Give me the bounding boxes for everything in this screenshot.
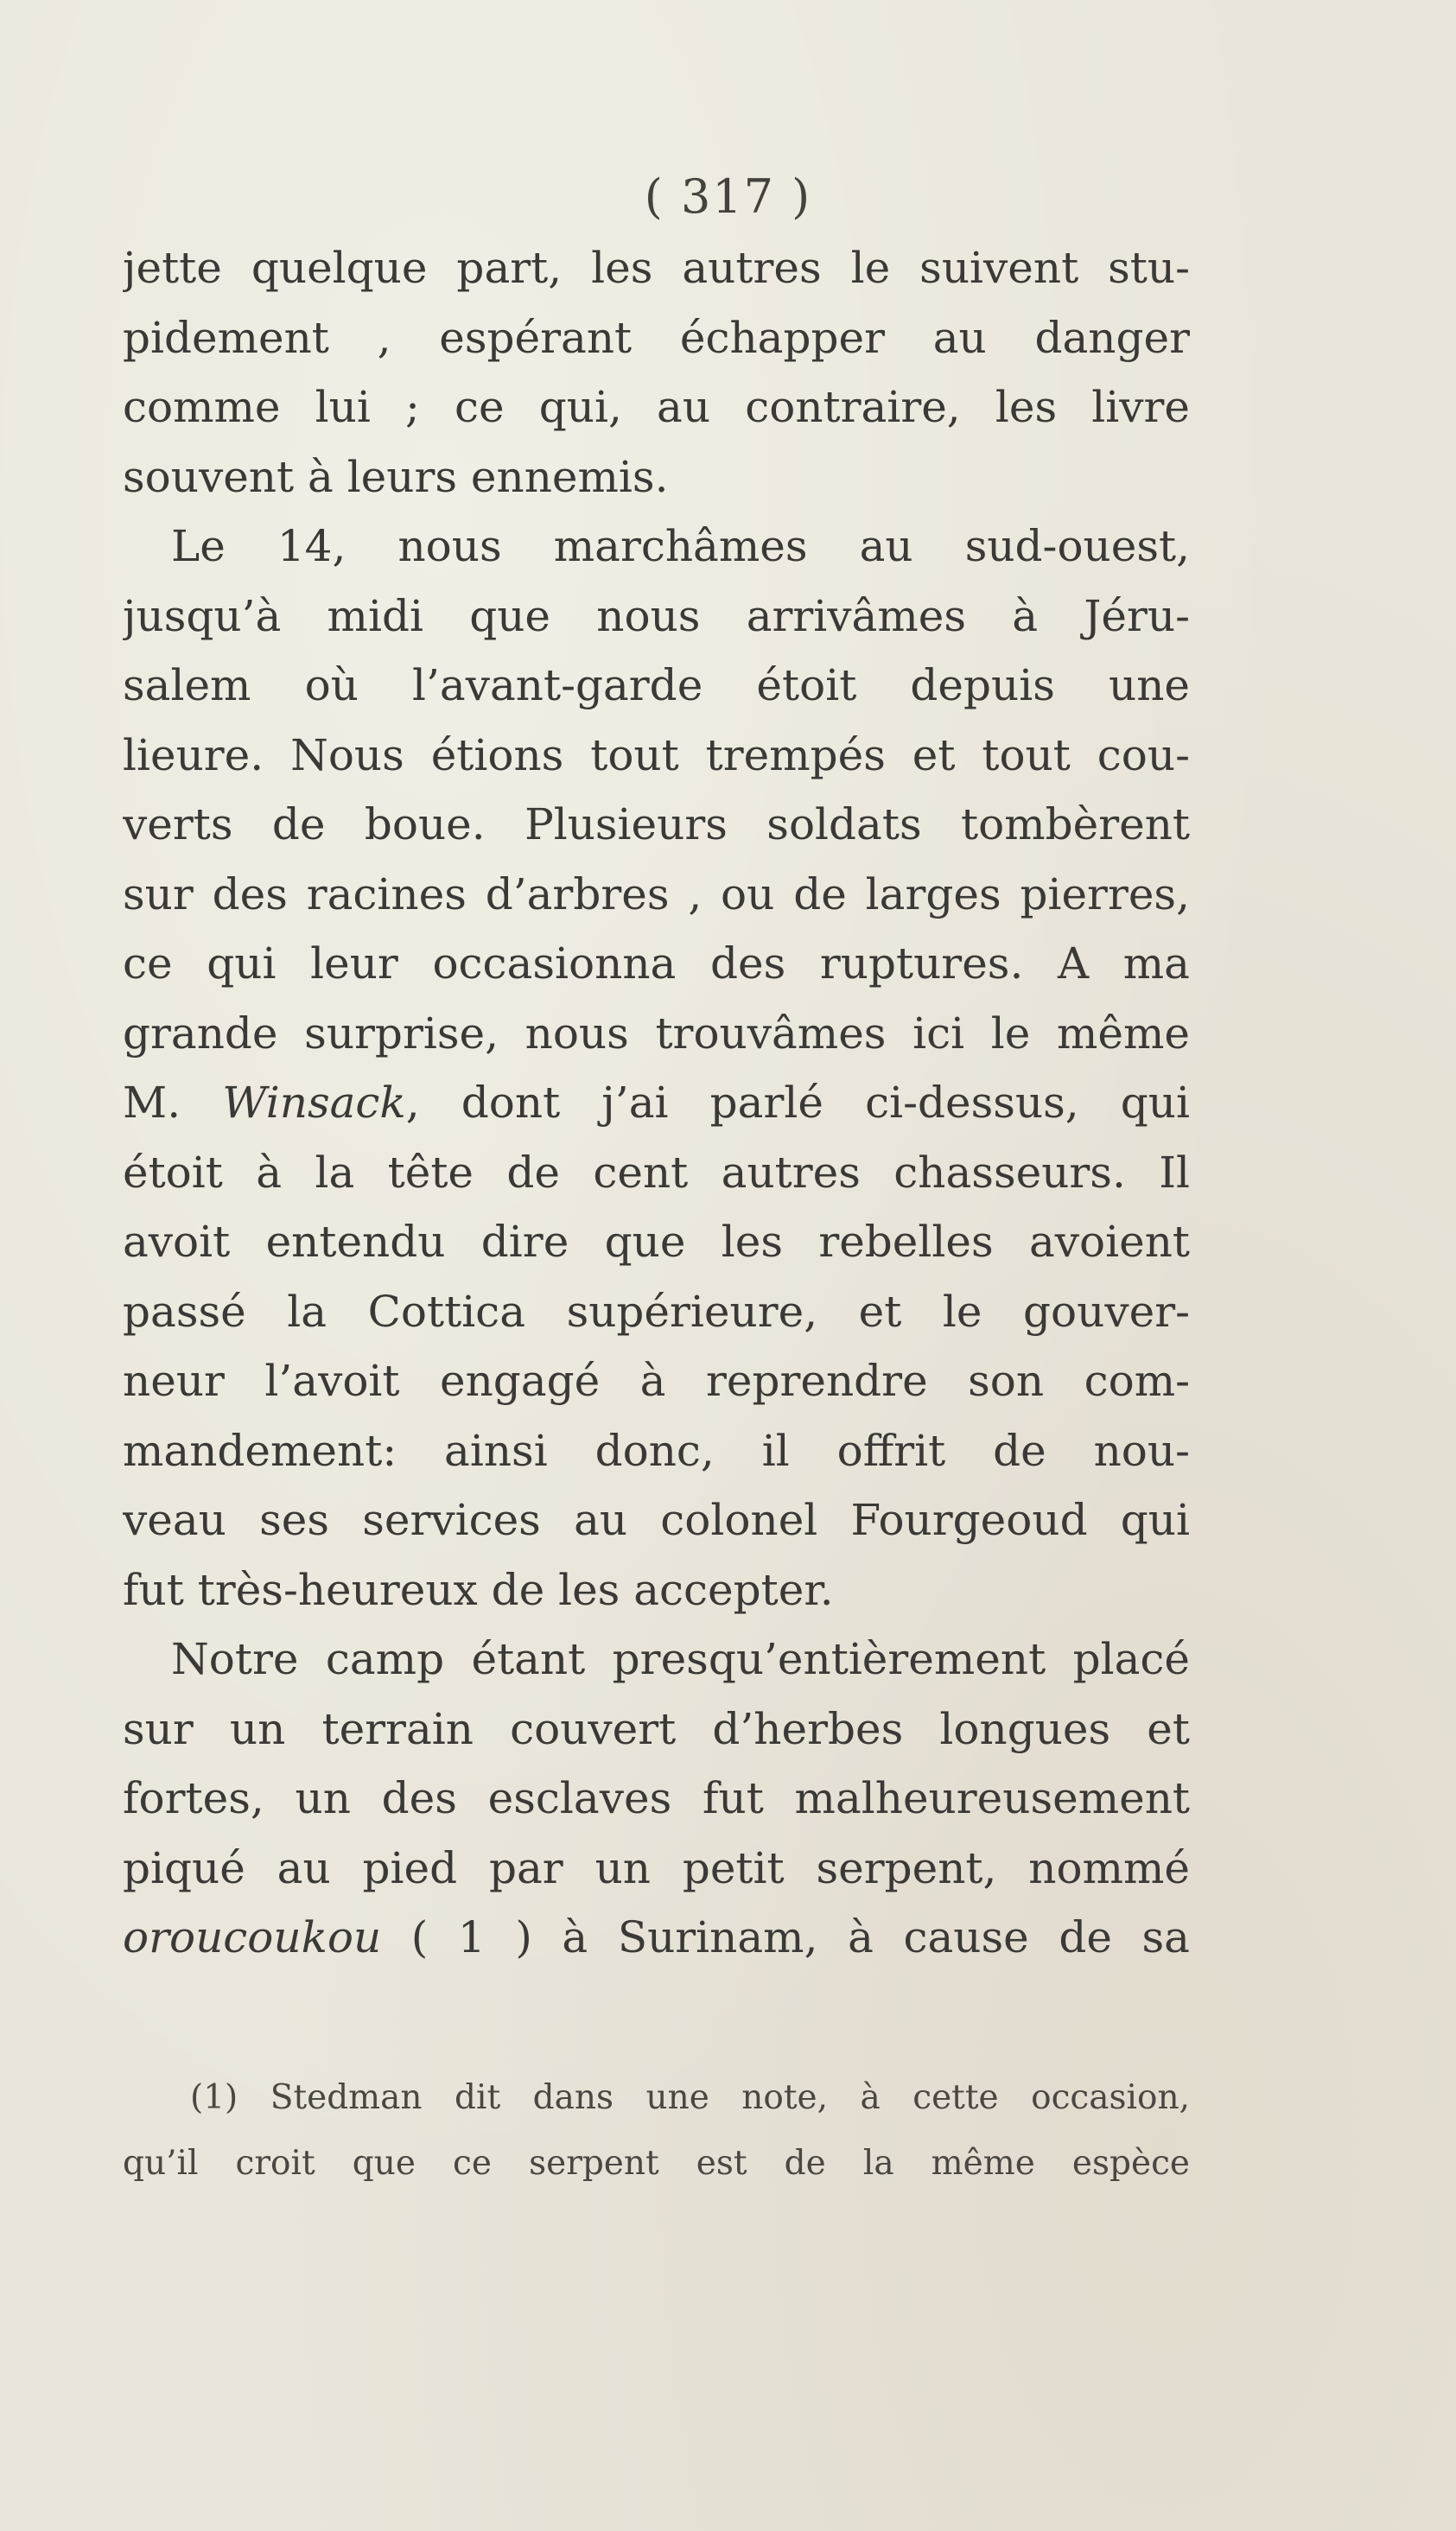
paragraph-start-line: Le 14, nous marchâmes au sud-ouest,	[171, 521, 1190, 571]
body-line: souvent à leurs ennemis.	[123, 451, 669, 502]
body-line: pidement , espérant échapper au danger	[123, 312, 1190, 363]
body-line: verts de boue. Plusieurs soldats tombèrent	[123, 799, 1190, 849]
body-line: jette quelque part, les autres le suivent stu-	[123, 243, 1190, 293]
body-line: salem où l’avant-garde étoit depuis une	[123, 660, 1190, 710]
body-line: grande surprise, nous trouvâmes ici le même	[123, 1008, 1190, 1059]
body-line: ce qui leur occasionna des ruptures. A ma	[123, 938, 1190, 989]
body-line: fortes, un des esclaves fut malheureusement	[123, 1773, 1190, 1823]
italic-name: Winsack	[222, 1078, 406, 1128]
body-line	[123, 1903, 1190, 1973]
page-number: ( 317 )	[644, 169, 812, 224]
footnote-line: (1) Stedman dit dans une note, à cette occasion,	[190, 2078, 1190, 2117]
line-suffix: , dont j’ai parlé ci-dessus, qui	[405, 1078, 1190, 1128]
body-line	[123, 1068, 1190, 1138]
body-line: neur l’avoit engagé à reprendre son com-	[123, 1356, 1190, 1406]
footnote	[123, 2065, 1190, 2197]
body-line: lieure. Nous étions tout trempés et tout cou-	[123, 729, 1190, 780]
body-line: passé la Cottica supérieure, et le gouver-	[123, 1286, 1190, 1337]
line-suffix: ( 1 ) à Surinam, à cause de sa	[381, 1912, 1190, 1962]
body-line: sur un terrain couvert d’herbes longues et	[123, 1703, 1190, 1754]
body-line: mandement: ainsi donc, il offrit de nou-	[123, 1425, 1190, 1476]
italic-name: oroucoukou	[123, 1912, 382, 1962]
footnote-line: qu’il croit que ce serpent est de la même espèce	[123, 2144, 1190, 2183]
body-line: veau ses services au colonel Fourgeoud qui	[123, 1495, 1190, 1545]
paragraph-start-line: Notre camp étant presqu’entièrement placé	[171, 1634, 1190, 1684]
body-line: étoit à la tête de cent autres chasseurs. Il	[123, 1147, 1190, 1198]
body-text	[123, 233, 1190, 1973]
line-prefix: M.	[123, 1078, 223, 1128]
body-line: piqué au pied par un petit serpent, nommé	[123, 1842, 1190, 1893]
body-line: jusqu’à midi que nous arrivâmes à Jéru-	[123, 590, 1190, 641]
body-line: avoit entendu dire que les rebelles avoient	[123, 1217, 1190, 1267]
body-line: sur des racines d’arbres , ou de larges pierres,	[123, 868, 1190, 919]
body-line: fut très-heureux de les accepter.	[123, 1564, 834, 1615]
body-line: comme lui ; ce qui, au contraire, les livre	[123, 382, 1190, 432]
